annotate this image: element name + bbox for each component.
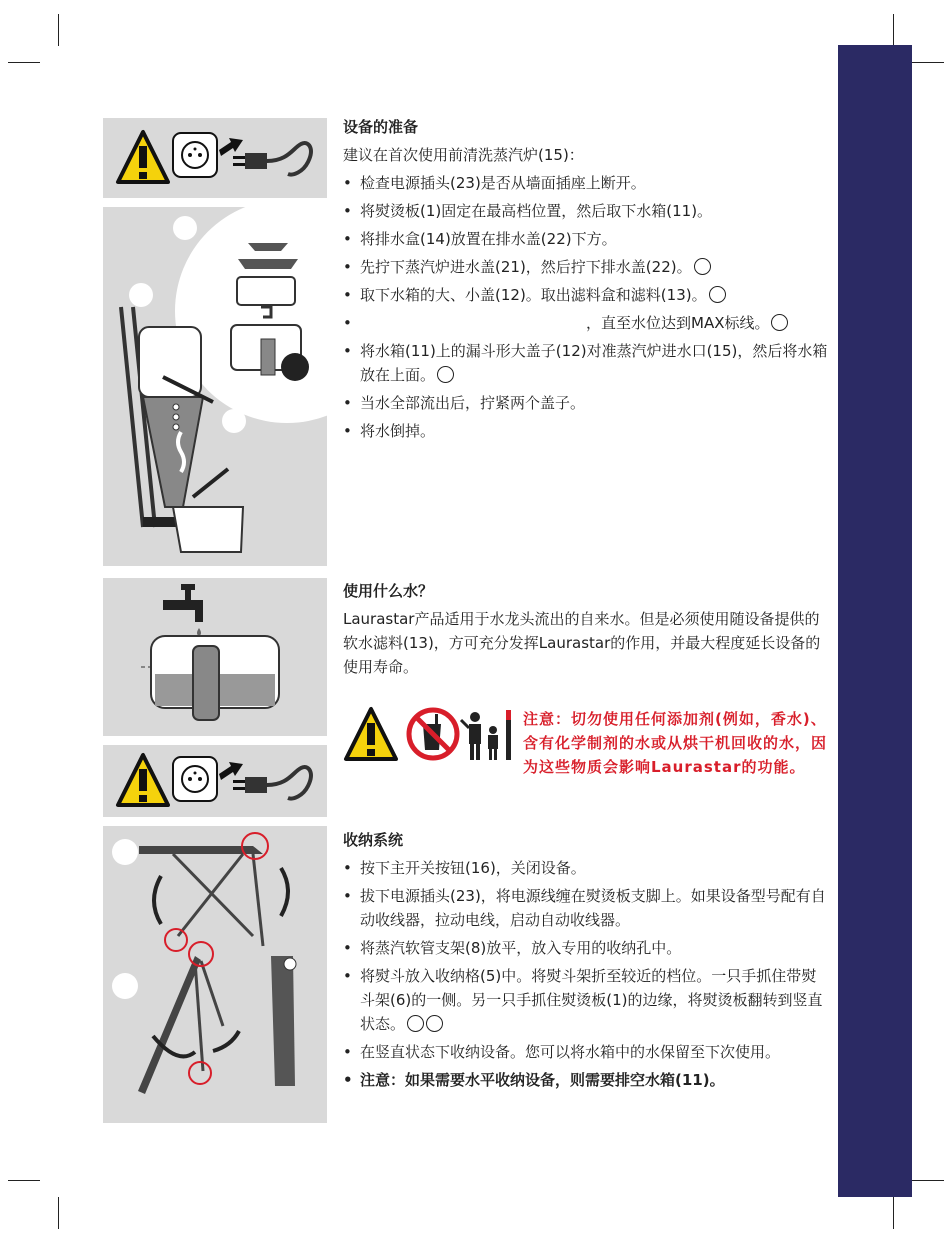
warning-triangle-icon (346, 709, 396, 759)
unplug-warning-illustration (103, 745, 327, 817)
crop-mark (58, 1197, 59, 1229)
faucet-icon (163, 584, 203, 636)
list-item: • 取下水箱的大、小盖(12)。取出滤料盒和滤料(13)。 (343, 283, 831, 307)
reference-circle-icon (437, 366, 454, 383)
unplug-warning-panel-2 (103, 745, 327, 817)
list-item: • 将水箱(11)上的漏斗形大盖子(12)对准蒸汽炉进水口(15)，然后将水箱放在上面。 (343, 339, 831, 387)
additives-warning: 注意：切勿使用任何添加剂(例如，香水)、含有化学制剂的水或从烘干机回收的水，因为这些物质会影响Laurastar的功能。 (523, 710, 828, 776)
water-tank-panel (103, 578, 327, 736)
section-title: 设备的准备 (343, 118, 419, 136)
drain-illustration (103, 207, 327, 566)
list-item: • 在竖直状态下收纳设备。您可以将水箱中的水保留至下次使用。 (343, 1040, 831, 1064)
crop-mark (893, 1197, 894, 1229)
section-intro: 建议在首次使用前清洗蒸汽炉(15)： (343, 146, 584, 164)
water-type-section (343, 580, 831, 679)
section-body: Laurastar产品适用于水龙头流出的自来水。但是必须使用随设备提供的软水滤料(13)，方可充分发挥Laurastar的作用，并最大程度延长设备的使用寿命。 (343, 610, 821, 676)
reference-circle-icon (407, 1015, 424, 1032)
no-drink-icon (409, 710, 457, 758)
crop-mark (912, 1180, 944, 1181)
crop-mark (8, 1180, 40, 1181)
reference-circle-icon (426, 1015, 443, 1032)
list-item: • 注意：如果需要水平收纳设备，则需要排空水箱(11)。 (343, 1068, 831, 1092)
keep-from-children-icon (461, 710, 511, 760)
reference-circle-icon (694, 258, 711, 275)
unplug-warning-panel (103, 118, 327, 198)
list-item: • 将水倒掉。 (343, 419, 831, 443)
list-item: • 将蒸汽软管支架(8)放平，放入专用的收纳孔中。 (343, 936, 831, 960)
crop-mark (8, 62, 40, 63)
list-item: • 当水全部流出后，拧紧两个盖子。 (343, 391, 831, 415)
list-item: • 将熨斗放入收纳格(5)中。将熨斗架折至较近的档位。一只手抓住带熨斗架(6)的一侧。另一只手抓住熨烫板(1)的边缘，将熨烫板翻转到竖直状态。 (343, 964, 831, 1036)
section-title: 使用什么水？ (343, 582, 434, 600)
reference-circle-icon (771, 314, 788, 331)
list-item: • ，直至水位达到MAX标线。 (343, 311, 831, 335)
list-item: • 将排水盒(14)放置在排水盖(22)下方。 (343, 227, 831, 251)
drain-steam-generator-panel (103, 207, 327, 566)
list-item: • 将熨烫板(1)固定在最高档位置，然后取下水箱(11)。 (343, 199, 831, 223)
unplug-icon (173, 757, 311, 801)
storage-illustration (103, 826, 327, 1123)
sidebar-color-band (838, 45, 912, 1197)
preparation-steps-list (343, 171, 831, 443)
faucet-tank-illustration (103, 578, 327, 736)
crop-mark (58, 14, 59, 46)
list-item: • 先拧下蒸汽炉进水盖(21)，然后拧下排水盖(22)。 (343, 255, 831, 279)
list-item: • 检查电源插头(23)是否从墙面插座上断开。 (343, 171, 831, 195)
device-preparation-section (343, 116, 831, 447)
unplug-icon (173, 133, 311, 177)
crop-mark (912, 62, 944, 63)
storage-steps-list (343, 856, 831, 1092)
section-title: 收纳系统 (343, 831, 404, 849)
warning-triangle-icon (118, 132, 168, 182)
warning-triangle-icon (118, 755, 168, 805)
list-item: • 拔下电源插头(23)，将电源线缠在熨烫板支脚上。如果设备型号配有自动收线器，拉动电线，启动自动收线器。 (343, 884, 831, 932)
storage-system-section (343, 829, 831, 1096)
crop-mark (893, 14, 894, 46)
list-item: • 按下主开关按钮(16)，关闭设备。 (343, 856, 831, 880)
reference-circle-icon (709, 286, 726, 303)
storage-panel (103, 826, 327, 1123)
warning-icons-row (343, 704, 515, 764)
unplug-warning-illustration (103, 118, 327, 198)
